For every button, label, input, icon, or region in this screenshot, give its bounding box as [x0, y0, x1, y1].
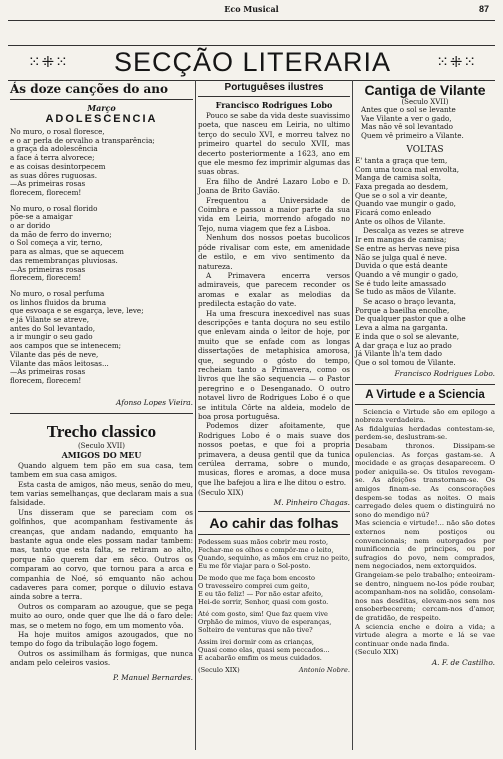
poem-line: No muro, o rosal perfuma [10, 288, 105, 298]
poem-line: o Sol começa a vir, terno, [10, 238, 103, 248]
poem-line: das remembranças pluviosas. [10, 255, 118, 265]
column-right [355, 82, 495, 667]
poem-stanza [198, 638, 350, 662]
poem-stanza [10, 128, 193, 198]
poem-line: Antes que o sol se levante [361, 105, 456, 114]
poem-line: Que se o sol a vir deante, [355, 190, 448, 200]
poem-line: Duvida o que está deante [355, 261, 448, 271]
poem-line: Que o sol tomou de Vilante. [355, 357, 456, 367]
top-rule [8, 20, 495, 21]
poem-line: aos campos que se intenecem; [10, 341, 122, 351]
poem-line: E eu tão feliz! — Por não estar afeito, [198, 589, 324, 598]
poem-line: Mas não vê sol levantado [361, 122, 453, 132]
poem-line: Vae Vilante a ver o gado, [361, 113, 452, 123]
poem-line: a ir mungir o seu gado [10, 332, 93, 342]
poem-line: Podessem suas mãos cobrir meu rosto, [198, 537, 329, 546]
poem-stanza [355, 157, 495, 227]
poem-line: para as almas, que se aquecem [10, 247, 124, 257]
poem-line: florecem, florecem! [10, 375, 82, 385]
paragraph: Frequentou a Universidade de Coimbra e passou a maior parte da sua vida em Leiria, morrendo afogado no Tejo, numa viagem que fez a Lisboa. [198, 195, 350, 233]
poem-century: (Seculo XVII) [401, 98, 449, 106]
paragraph: Esta casta de amigos, não meus, senão do meu, tem varias semelhanças, que declaram mais a sua falsidade. [10, 479, 193, 508]
column-divider [352, 80, 353, 750]
poem-stanza [198, 574, 350, 606]
column-divider [195, 80, 196, 750]
poem-line: e as coisas desintorpecem [10, 161, 106, 171]
poem-line: E' tanta a graça que tem, [355, 155, 448, 165]
poem-line: Não se julga qual é neve. [355, 252, 447, 262]
divider [198, 511, 350, 512]
poem-line: —As primeiras rosas [10, 264, 86, 274]
column-middle [198, 82, 350, 677]
poem-line: Quasi como elas, quasi sem peccados... [198, 645, 330, 654]
poem-stanza [198, 538, 350, 570]
poem-line: A dar graça e luz ao prado [355, 340, 452, 350]
essay-century: (Seculo XVII) [77, 441, 126, 450]
biography-author: M. Pinheiro Chagas. [273, 497, 350, 507]
poem-line: põe-se a amaigar [10, 212, 73, 222]
essay-title: Trecho classico [46, 421, 157, 441]
poem-line: Faxa pregada ao desdem, [355, 181, 449, 191]
paragraph: Era filho de André Lazaro Lobo e D. Joana de Brito Gavião. [198, 176, 350, 196]
paragraph: Ha uma frescura inexcedivel nas suas descripções e tanta doçura no seu estilo que enlevam ainda o leitor de hoje, por muito que se enfade com as longas dissertações de metaphisica amorosa, que, segundo o gósto do tempo, recheiam tanto a Primavera, como os livros que lhe são sequencia — o Pastor peregrino e o Desenganado. O outro notavel livro de Rodrigues Lobo é o que se intitula Côrte na aldeia, modelo de boa prosa portuguêsa. [198, 308, 350, 421]
banner-rule-bottom [8, 80, 495, 81]
poem-line: Ficará como enleado [355, 208, 432, 218]
poem-line: da mão de ferro do inverno; [10, 229, 112, 239]
paragraph: Quando alguem tem pão em sua casa, tem tambem em sua casa amigos. [10, 460, 193, 480]
running-head-title: Eco Musical [224, 4, 279, 14]
poem-line: Hei-de sorrir, Senhor, quasi com gosto. [198, 597, 329, 606]
paragraph: A Primavera encerra versos admiraveis, que parecem reconder os aromas e exalar as melodias da predilecta estação do vate. [198, 270, 350, 309]
poem-line: Descalça as vezes se atreve [363, 226, 464, 236]
biography-century: (Seculo XIX) [198, 488, 244, 498]
poem-line: Quem vê primeiro a Vilante. [361, 131, 464, 141]
paragraph: Nenhum dos nossos poetas bucolicos póde rivalisar com este, em amenidade de estilo, e em vivo sentimento da natureza. [198, 233, 350, 271]
poem-title: ADOLESCENCIA [45, 113, 158, 125]
poem-author: Antonio Nobre. [298, 665, 350, 674]
paragraph: Uns disseram que se pareciam com os golfinhos, que acompanham festivamente ás creanças, que andam nadando, emquanto ha bastante agua onde eles possam nadar tambem: mas, tanto que esta falta, se retiram ao alto, porque não querem dar em sêco. Outros os comparam ao corvo, que tornou para a arca e companhia de Noé, só emquanto não achou cadaveres para comer, porque o diluvio estava ainda sobre a terra. [10, 507, 193, 602]
poem-line: Ante os olhos de Vilante. [355, 216, 446, 226]
poem-line: Solteiro de venturas que não tive? [198, 625, 313, 634]
biography-name: Francisco Rodrigues Lobo [215, 100, 333, 110]
poem-line: De qualquer pastor que a olhe [355, 314, 466, 324]
essay-century: (Seculo XIX) [355, 648, 399, 657]
poem-line: O travesseiro comprei cum geito, [198, 581, 310, 590]
poem-title: Cantiga de Vilante [364, 82, 486, 98]
poem-line: que esvoaça e se esgarça, leve, leve; [10, 306, 144, 316]
divider [355, 404, 495, 405]
poem-line: Já Vilante lh'a tem dado [355, 349, 442, 359]
paragraph: Podemos dizer afoitamente, que Rodrigues Lobo é o mais suave dos nossos poetas, e que foi a propria primavera, a deusa gentil que da tunica cerúlea derrama, sobre o mundo, musicas, flores e aromas, a doce musa que lhe bafejou a lira e lhe ditou o estro. [198, 421, 350, 487]
poem-line: De modo que me faça bom encosto [198, 573, 315, 582]
poem-line: o ar dorido [10, 221, 51, 231]
poem-title: Ao cahir das folhas [209, 514, 339, 531]
divider [198, 96, 350, 97]
ornament-right-icon: ⁙⁜⁙ [436, 53, 477, 71]
poem-stanza [10, 205, 193, 283]
month-heading: Março [87, 103, 116, 113]
column-left [10, 82, 193, 682]
poem-line: Vilante das mãos leitosas... [10, 358, 109, 368]
poem-line: Assim irei dormir com as crianças, [198, 637, 314, 646]
poem-stanza [10, 290, 193, 386]
banner-title: SECÇÃO LITERARIA [113, 47, 392, 77]
poem-line: a face á terra alvorece; [10, 153, 95, 163]
voltas-heading: VOLTAS [406, 144, 444, 155]
poem-line: Quando a vê mungir o gado, [355, 269, 459, 279]
poem-line: No muro, o rosal florido [10, 203, 98, 213]
essay-body: Sciencia e Virtude são em epilogo a nobreza verdadeira. As fidalguias herdadas contestam-se, perdem-se, deslustram-se. Desabam thronos. Dissipam-se opulencias. As forças gastam-se. A mocidade e as graças desaparecem. O poder aniquila-se. Os titulos revogam-se. As afeições transtornam-se. Os amigos finam-se. As conscorações despem-se todas as noites. O mais carregado deles quem o distinguirá no sono do mendigo nú? Mas sciencia e virtude!... não são dotes externos nem postiços ou convencionais; nem outorgados por munificencia de principes, ou por sufragios do povo, nem comprados, nem negociados, nem extorquidos. Grangeiam-se pelo trabalho; enteoiram-se dentro, ninguem no-los póde roubar, acompanham-nos na solidão, consolam-nos nas desditas, elevam-nos sem nos ensoberbecerem; cercam-nos d'amor, de gratidão, de respeito. A sciencia enche e doira a vida; a virtude alegra a morte e lá se vae continuar onde nada finda. [355, 407, 495, 648]
poem-line: e já Vilante se atreve, [10, 315, 90, 325]
paragraph: Ha hoje muitos amigos azougados, que no tempo do fogo da tribulação logo fogem. [10, 630, 193, 649]
poem-century: (Seculo XIX) [198, 665, 240, 674]
poem-line: Porque a baeilha encolhe, [355, 305, 450, 315]
paragraph: Pouco se sabe da vida deste suavissimo poeta, que nasceu em Leiria, no ultimo terço do seculo XVI, e morreu talvez no primeiro quartel do seculo XVII, mas decerto posteriormente a 1623, ano em que ele mesmo fez imprimir algumas das suas obras. [198, 111, 350, 177]
divider [355, 384, 495, 385]
poem-line: Quando vae mungir o gado, [355, 199, 456, 209]
page-number: 87 [478, 4, 489, 14]
poem-author: Afonso Lopes Vieira. [116, 397, 193, 407]
poem-line: —As primeiras rosas [10, 367, 86, 377]
poem-line: florecem, florecem! [10, 273, 82, 283]
poem-author: Francisco Rodrigues Lobo. [394, 368, 495, 378]
essay-title: A Virtude e a Sciencia [365, 388, 485, 401]
poem-line: Até com gosto, sim! Que faz quem vive [198, 609, 328, 618]
poem-stanza [355, 106, 495, 141]
essay-author: P. Manuel Bernardes. [112, 672, 193, 682]
poem-line: Se é tudo leite amassado [355, 278, 446, 288]
poem-line: e o ar perla de orvalho a transparência; [10, 135, 155, 145]
poem-line: E inda que o sol se alevante, [355, 331, 460, 341]
poem-line: antes do Sol levantado, [10, 323, 95, 333]
poem-line: Orphão de mimos, viuvo de esperanças, [198, 617, 332, 626]
essay-heading: AMIGOS DO MEU [61, 449, 142, 460]
section-title: Ás doze canções do ano [10, 82, 169, 96]
poem-line: Se acaso o braço levanta, [363, 297, 456, 307]
essay-author: A. F. de Castilho. [431, 657, 495, 667]
poem-line: os linhos fluidos da bruma [10, 297, 107, 307]
poem-line: No muro, o rosal floresce, [10, 127, 105, 136]
poem-line: Manga de camisa solta, [355, 173, 442, 183]
poem-line: Se tudo as mãos de Vilante. [355, 287, 456, 297]
poem-footer [198, 666, 350, 677]
divider [198, 534, 350, 535]
poem-line: Quando, sequinho, as mãos em cruz no peito, [198, 553, 350, 562]
poem-line: E acabarão emfim os meus cuidados. [198, 653, 322, 662]
ornament-left-icon: ⁙⁜⁙ [28, 53, 69, 71]
poem-line: Eu me fôr viajar para o Sol-posto. [198, 561, 311, 570]
paragraph: Outros os assimilham ás formigas, que nunca andam pelo celeiros vasios. [10, 648, 193, 668]
poem-stanza [355, 298, 495, 368]
banner-rule-top [8, 45, 495, 46]
poem-line: florecem, florecem! [10, 187, 82, 197]
section-title: Portuguêses ilustres [224, 82, 324, 93]
poem-line: Fechar-me os olhos e compôr-me o leito, [198, 545, 334, 554]
poem-stanza [355, 227, 495, 297]
section-banner [10, 47, 495, 79]
poem-line: Com uma touca mal envolta, [355, 164, 460, 174]
poem-line: Ir em mangas de camisa; [355, 235, 447, 245]
paragraph: Outros os comparam ao azougue, que se pega muito ao ouro, onde quer que lhe dá o faro dele: mas, se o metem no fogo, em um momento vôa. [10, 601, 193, 630]
poem-line: a graça da adolescência [10, 144, 98, 154]
poem-line: —As primeiras rosas [10, 179, 86, 189]
divider [10, 413, 193, 414]
poem-line: Se entre as hervas neve pisa [355, 243, 460, 253]
poem-line: Vilante das pés de neve, [10, 349, 99, 359]
divider [10, 99, 193, 100]
poem-line: as suas dôres ruguosas. [10, 170, 97, 180]
poem-stanza [198, 610, 350, 634]
poem-line: Leva a alma na garganta. [355, 323, 448, 333]
